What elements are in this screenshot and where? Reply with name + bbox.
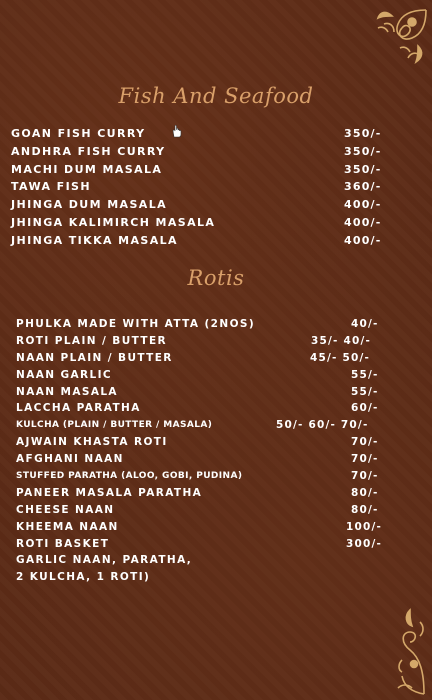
menu-item xyxy=(0,434,432,451)
item-name: GARLIC NAAN, PARATHA, xyxy=(16,554,193,567)
item-price: 350/- xyxy=(344,144,382,158)
ornament-bottom-right-icon xyxy=(394,602,428,696)
item-name: MACHI DUM MASALA xyxy=(11,162,163,176)
menu-item xyxy=(0,485,432,502)
ornament-top-right-icon xyxy=(372,6,428,66)
item-name: KULCHA (PLAIN / BUTTER / MASALA) xyxy=(16,420,213,431)
menu-item xyxy=(0,400,432,417)
menu-item xyxy=(0,178,432,196)
item-price: 50/- 60/- 70/- xyxy=(276,419,369,432)
item-price: 45/- 50/- xyxy=(310,351,371,364)
menu-item xyxy=(0,367,432,384)
item-name: ROTI PLAIN / BUTTER xyxy=(16,334,168,347)
item-price: 80/- xyxy=(351,486,379,499)
section-title-rotis: Rotis xyxy=(187,266,245,290)
item-price: 40/- xyxy=(351,318,379,330)
item-price: 60/- xyxy=(351,402,379,415)
item-name: AFGHANI NAAN xyxy=(16,453,124,466)
item-name: GOAN FISH CURRY xyxy=(11,127,146,140)
menu-item-description xyxy=(0,569,432,586)
item-name: KHEEMA NAAN xyxy=(16,520,119,533)
menu-item xyxy=(0,502,432,519)
item-name: CHEESE NAAN xyxy=(16,503,115,516)
menu-item xyxy=(0,451,432,468)
section-title-fish: Fish And Seafood xyxy=(118,84,314,108)
item-price: 360/- xyxy=(344,180,382,194)
menu-item xyxy=(0,214,432,232)
item-price: 70/- xyxy=(351,453,379,466)
item-price: 400/- xyxy=(344,198,382,212)
item-price: 400/- xyxy=(344,233,382,247)
menu-item xyxy=(0,468,432,485)
item-name: TAWA FISH xyxy=(11,180,91,194)
item-name: JHINGA KALIMIRCH MASALA xyxy=(11,215,216,229)
fish-menu-list xyxy=(0,125,432,250)
item-name: PHULKA MADE WITH ATTA (2NOS) xyxy=(16,318,256,330)
item-name: ROTI BASKET xyxy=(16,537,110,550)
item-name: PANEER MASALA PARATHA xyxy=(16,486,203,499)
menu-item xyxy=(0,232,432,250)
item-name: NAAN PLAIN / BUTTER xyxy=(16,351,173,364)
item-price: 80/- xyxy=(351,503,379,516)
item-price: 350/- xyxy=(344,162,382,176)
item-name: AJWAIN KHASTA ROTI xyxy=(16,436,168,449)
item-price: 70/- xyxy=(351,470,379,483)
item-name: NAAN GARLIC xyxy=(16,368,113,381)
menu-item xyxy=(0,161,432,179)
item-price: 35/- 40/- xyxy=(311,334,372,347)
item-price: 55/- xyxy=(351,385,379,398)
item-name: NAAN MASALA xyxy=(16,385,118,398)
menu-item xyxy=(0,196,432,214)
item-price: 400/- xyxy=(344,215,382,229)
menu-item xyxy=(0,125,432,143)
menu-item-description xyxy=(0,552,432,569)
item-price: 100/- xyxy=(346,520,383,533)
item-price: 70/- xyxy=(351,436,379,449)
item-name: STUFFED PARATHA (ALOO, GOBI, PUDINA) xyxy=(16,471,243,482)
menu-item xyxy=(0,350,432,367)
rotis-menu-list xyxy=(0,316,432,586)
item-name: ANDHRA FISH CURRY xyxy=(11,144,166,158)
menu-item xyxy=(0,417,432,434)
menu-item xyxy=(0,333,432,350)
item-name: JHINGA TIKKA MASALA xyxy=(11,233,178,247)
item-name: 2 KULCHA, 1 ROTI) xyxy=(16,571,151,584)
menu-item xyxy=(0,384,432,401)
menu-item xyxy=(0,536,432,553)
item-name: JHINGA DUM MASALA xyxy=(11,198,168,212)
menu-item xyxy=(0,519,432,536)
item-name: LACCHA PARATHA xyxy=(16,402,141,415)
hand-cursor-icon xyxy=(171,124,183,138)
item-price: 350/- xyxy=(344,127,382,140)
item-price: 300/- xyxy=(346,537,383,550)
item-price: 55/- xyxy=(351,368,379,381)
menu-item xyxy=(0,316,432,333)
menu-item xyxy=(0,143,432,161)
